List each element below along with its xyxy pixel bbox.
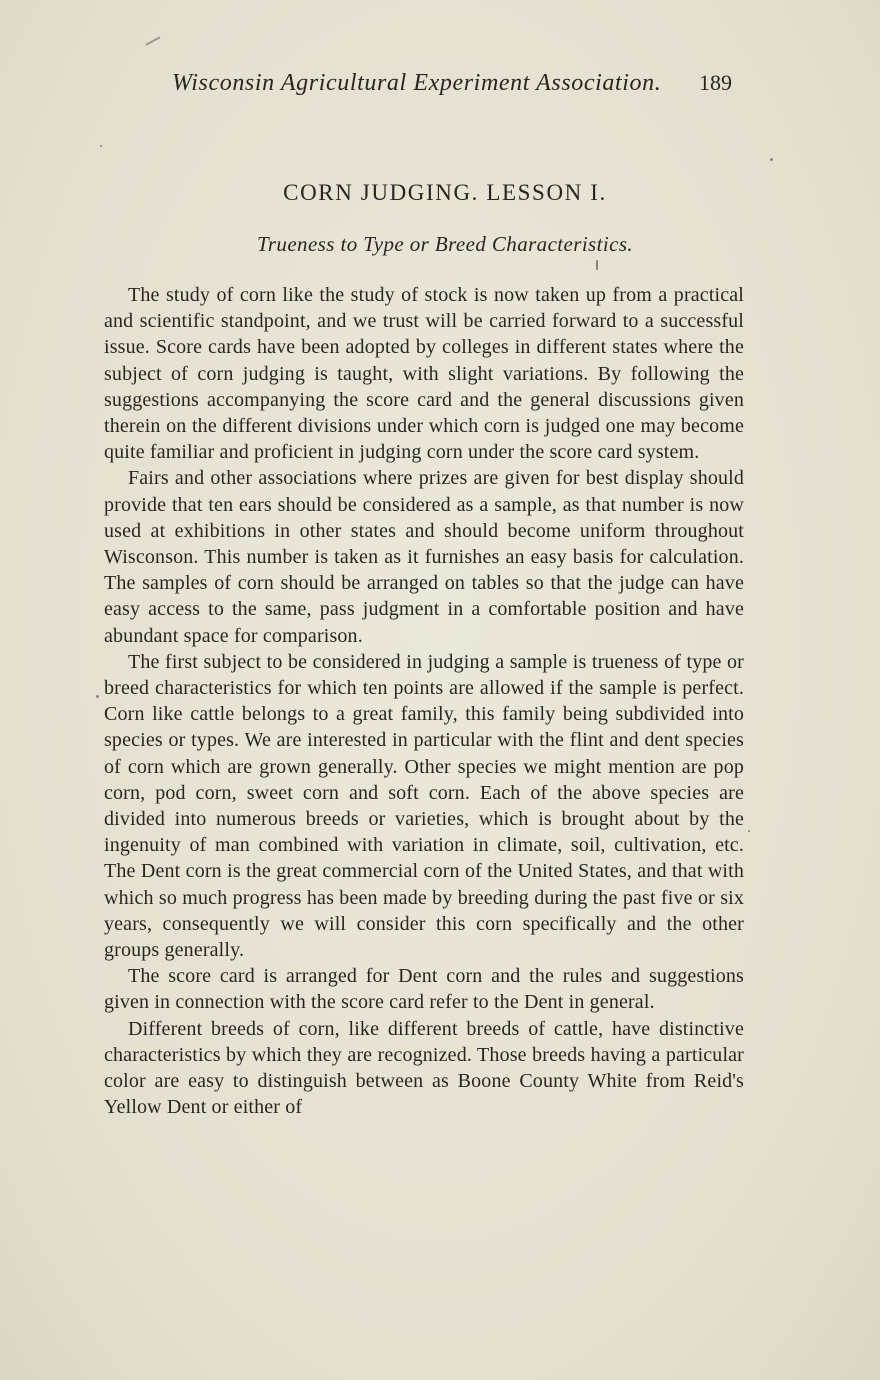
paragraph-4: The score card is arranged for Dent corn and the rules and suggestions given in connection with the score card refer to the Dent in general.: [104, 965, 744, 1014]
lesson-title: CORN JUDGING. LESSON I.: [283, 180, 607, 205]
paragraph-5: Different breeds of corn, like different breeds of cattle, have distinctive characteristics by which they are recognized. Those breeds having a particular color are easy to distinguish between as Boone County White from Reid's Yellow Dent or either of: [104, 1017, 744, 1119]
running-title: Wisconsin Agricultural Experiment Association.: [172, 70, 662, 96]
running-header: [172, 70, 732, 106]
paragraph-2: Fairs and other associations where prizes are given for best display should provide that ten ears should be considered as a sample, as that number is now used at exhibitions in other states and should become uniform throughout Wisconson. This number is taken as it furnishes an easy basis for calculation. The samples of corn should be arranged on tables so that the judge can have easy access to the same, pass judgment in a comfortable position and have abundant space for comparison.: [104, 467, 744, 647]
pencil-mark: [145, 36, 160, 45]
section-subtitle: Trueness to Type or Breed Characteristics.: [256, 232, 634, 256]
paper-speck: [96, 695, 99, 698]
paper-speck: [748, 830, 750, 832]
paragraph-3: The first subject to be considered in judging a sample is trueness of type or breed characteristics for which ten points are allowed if the sample is perfect. Corn like cattle belongs to a great family, this family being subdivided into species or types. We are interested in particular with the flint and dent species of corn which are grown generally. Other species we might mention are pop corn, pod corn, sweet corn and soft corn. Each of the above species are divided into numerous breeds or varieties, which is brought about by the ingenuity of man combined with variation in climate, soil, cultivation, etc. The Dent corn is the great commercial corn of the United States, and that with which so much progress has been made by breeding during the past five or six years, consequently we will consider this corn specifically and the other groups generally.: [104, 650, 744, 962]
paper-speck: [596, 260, 598, 270]
paper-speck: [770, 158, 773, 161]
paper-speck: [100, 145, 102, 147]
body-text: [104, 282, 744, 1121]
paragraph-1: The study of corn like the study of stock is now taken up from a practical and scientific standpoint, and we trust will be carried forward to a successful issue. Score cards have been adopted by colleges in different states where the subject of corn judging is taught, with slight variations. By following the suggestions accompanying the score card and the general discussions given therein on the different divisions under which corn is judged one may become quite familiar and proficient in judging corn under the score card system.: [104, 284, 744, 464]
page-number: 189: [699, 70, 732, 95]
